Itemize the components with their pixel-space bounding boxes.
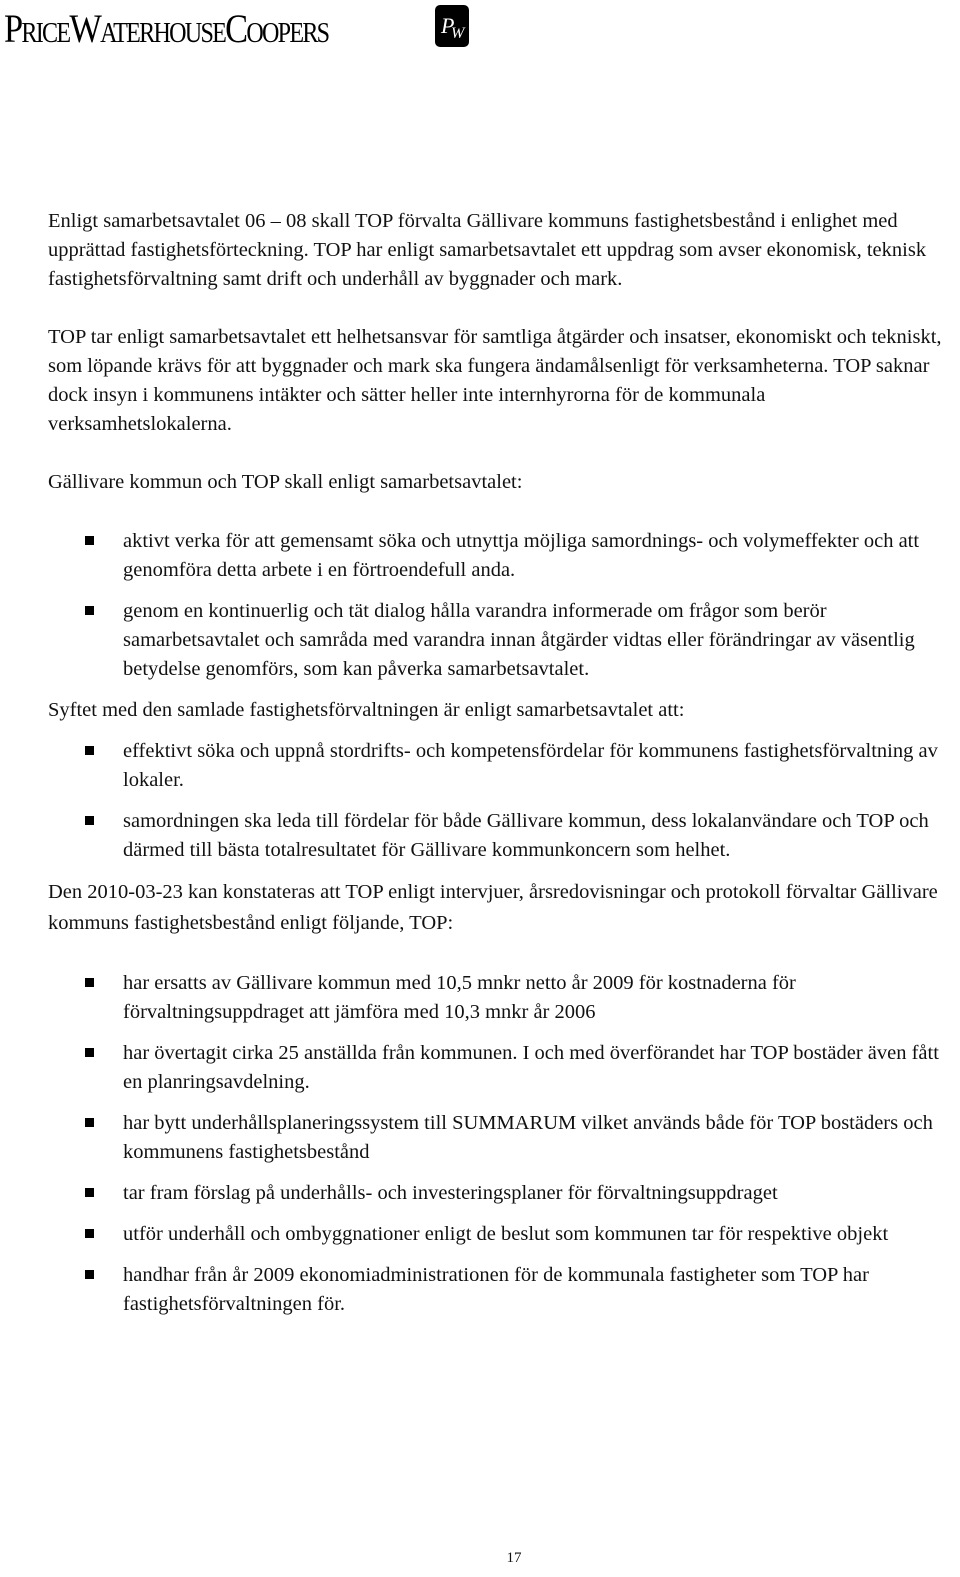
square-bullet-icon [85,1188,94,1197]
list-item [48,1039,953,1097]
square-bullet-icon [85,1048,94,1057]
paragraph-2: TOP tar enligt samarbetsavtalet ett helhetsansvar för samtliga åtgärder och insatser, ekonomiskt och tekniskt, som löpande krävs för att byggnader och mark ska fungera ändamålsenligt för verksamheterna. TOP saknar dock insyn i kommunens intäkter och sätter heller inte internhyrorna för de kommunala verksamhetslokalerna. [48,326,942,435]
list-item [48,1261,953,1319]
square-bullet-icon [85,536,94,545]
svg-text:W: W [451,25,465,42]
list-item-text: samordningen ska leda till fördelar för både Gällivare kommun, dess lokalanvändare och TOP och därmed till bästa totalresultatet för Gällivare kommunkoncern som helhet. [123,810,929,861]
bullet-list-findings [48,969,953,1319]
list-item [48,597,953,684]
list-item-text: handhar från år 2009 ekonomiadministrationen för de kommunala fastigheter som TOP har fastighetsförvaltningen för. [123,1264,869,1315]
bullet-list-obligations [48,527,953,684]
square-bullet-icon [85,978,94,987]
paragraph-4-intro: Syftet med den samlade fastighetsförvaltningen är enligt samarbetsavtalet att: [48,699,685,721]
list-item [48,1109,953,1167]
square-bullet-icon [85,606,94,615]
list-item-text: har ersatts av Gällivare kommun med 10,5 mnkr netto år 2009 för kostnaderna för förvaltningsuppdraget att jämföra med 10,3 mnkr år 2006 [123,972,796,1023]
bullet-list-purpose [48,737,953,865]
square-bullet-icon [85,1118,94,1127]
list-item [48,969,953,1027]
list-item [48,737,953,795]
list-item-text: aktivt verka för att gemensamt söka och utnyttja möjliga samordnings- och volymeffekter och att genomföra detta arbete i en förtroendefull anda. [123,530,920,581]
paragraph-1: Enligt samarbetsavtalet 06 – 08 skall TOP förvalta Gällivare kommuns fastighetsbestånd i enlighet med upprättad fastighetsförteckning. TOP har enligt samarbetsavtalet ett uppdrag som avser ekonomisk, teknisk fastighetsförvaltning samt drift och underhåll av byggnader och mark. [48,210,927,290]
list-item-text: genom en kontinuerlig och tät dialog hålla varandra informerade om frågor som berör samarbetsavtalet och samråda med varandra innan åtgärder vidtas eller förändringar av väsentlig betydelse genomförs, som kan påverka samarbetsavtalet. [123,600,915,680]
list-item [48,807,953,865]
square-bullet-icon [85,746,94,755]
logo-wordmark: PriceWaterhouseCoopers [4,6,329,51]
pwc-logo-mark-icon [434,4,470,48]
list-item-text: tar fram förslag på underhålls- och investeringsplaner för förvaltningsuppdraget [123,1182,778,1204]
page-number: 17 [506,1550,522,1566]
list-item [48,1179,953,1208]
square-bullet-icon [85,816,94,825]
list-item [48,1220,953,1249]
list-item-text: utför underhåll och ombyggnationer enligt de beslut som kommunen tar för respektive objekt [123,1223,889,1245]
square-bullet-icon [85,1270,94,1279]
company-logo [4,4,381,54]
list-item [48,527,953,585]
square-bullet-icon [85,1229,94,1238]
paragraph-5-intro: Den 2010-03-23 kan konstateras att TOP enligt intervjuer, årsredovisningar och protokoll förvaltar Gällivare kommuns fastighetsbestånd enligt följande, TOP: [48,881,938,934]
list-item-text: har bytt underhållsplaneringssystem till SUMMARUM vilket används både för TOP bostäders och kommunens fastighetsbestånd [123,1112,933,1163]
list-item-text: har övertagit cirka 25 anställda från kommunen. I och med överförandet har TOP bostäder även fått en planringsavdelning. [123,1042,939,1093]
svg-text:P: P [441,13,455,38]
document-body [48,207,953,1331]
list-item-text: effektivt söka och uppnå stordrifts- och kompetensfördelar för kommunens fastighetsförvaltning av lokaler. [123,740,938,791]
paragraph-3-intro: Gällivare kommun och TOP skall enligt samarbetsavtalet: [48,471,523,493]
